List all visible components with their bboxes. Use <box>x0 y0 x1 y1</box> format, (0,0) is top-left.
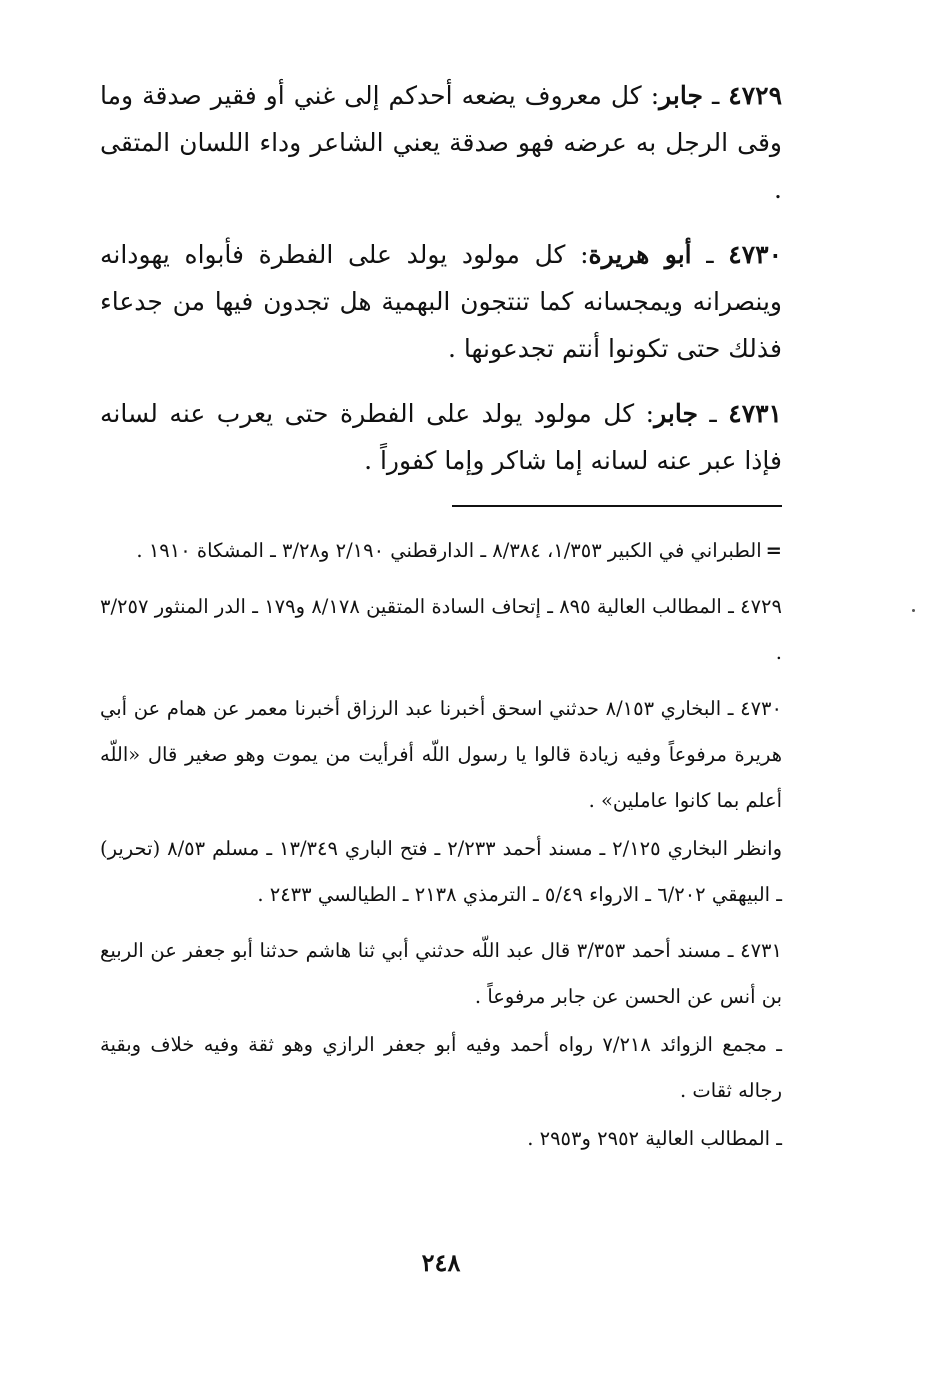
book-page <box>100 0 782 1377</box>
footnote-4731-majma <box>100 1022 782 1114</box>
hadith-number: ٤٧٢٩ <box>728 81 782 110</box>
dash: ـ <box>691 240 714 269</box>
footnote-text: ـ المطالب العالية ٢٩٥٢ و٢٩٥٣ . <box>527 1127 782 1150</box>
dash: ـ <box>721 697 734 720</box>
hadith-narrator: أبو هريرة <box>588 240 692 269</box>
footnote-continuation <box>100 528 782 574</box>
hadith-narrator: جابر <box>659 81 703 110</box>
footnote-text: وانظر البخاري ٢/١٢٥ ـ مسند أحمد ٢/٢٣٣ ـ فتح الباري ١٣/٣٤٩ ـ مسلم ٨/٥٣ (تحرير) ـ البيهقي ٦/٢٠٢ ـ الارواء ٥/٤٩ ـ الترمذي ٢١٣٨ ـ الطيالسي ٢٤٣٣ . <box>100 837 783 906</box>
footnote-4730 <box>100 686 782 824</box>
hadith-list <box>100 72 782 502</box>
footnotes <box>100 528 782 1172</box>
footnote-4731 <box>100 928 782 1020</box>
footnote-text: البخاري ٨/١٥٣ حدثني اسحق أخبرنا عبد الرزاق أخبرنا معمر عن همام عن أبي هريرة مرفوعاً وفيه زيادة قالوا يا رسول اللّه أفرأيت من يموت وهو صغير قال «اللّه أعلم بما كانوا عاملين» . <box>100 697 782 812</box>
dash: ـ <box>702 81 720 110</box>
page-number: ٢٤٨ <box>421 1248 461 1277</box>
footnote-number: ٤٧٣٠ <box>740 697 783 720</box>
hadith-number: ٤٧٣٠ <box>728 240 782 269</box>
footnote-number: ٤٧٣١ <box>740 939 782 962</box>
footnote-text: ـ مجمع الزوائد ٧/٢١٨ رواه أحمد وفيه أبو جعفر الرازي وهو ثقة وفيه خلاف وبقية رجاله ثقات . <box>100 1033 783 1102</box>
hadith-text: كل مولود يولد على الفطرة فأبواه يهودانه وينصرانه ويمجسانه كما تنتجون البهمية هل تجدون فيها من جدعاء فذلك حتى تكونوا أنتم تجدعونها . <box>100 240 782 363</box>
dash: ـ <box>721 595 734 618</box>
hadith-4731 <box>100 390 782 484</box>
dash: ـ <box>721 939 734 962</box>
hadith-4729 <box>100 72 782 213</box>
footnote-text: المطالب العالية ٨٩٥ ـ إتحاف السادة المتقين ٨/١٧٨ و١٧٩ ـ الدر المنثور ٣/٢٥٧ . <box>100 595 782 664</box>
separator-line <box>452 505 782 507</box>
dash: ـ <box>697 399 717 428</box>
hadith-text: كل مولود يولد على الفطرة حتى يعرب عنه لسانه فإذا عبر عنه لسانه إما شاكر وإما كفوراً . <box>100 399 782 475</box>
colon: : <box>641 81 660 110</box>
hadith-narrator: جابر <box>654 399 698 428</box>
continuation-mark: = <box>765 539 782 562</box>
hadith-text: كل معروف يضعه أحدكم إلى غني أو فقير صدقة وما وقى الرجل به عرضه فهو صدقة يعني الشاعر وداء اللسان المتقى . <box>100 81 782 204</box>
footnote-4730-see-also <box>100 826 782 918</box>
footnote-4729 <box>100 584 782 676</box>
footnote-text: الطبراني في الكبير ١/٣٥٣، ٨/٣٨٤ ـ الدارقطني ٢/١٩٠ و٣/٢٨ ـ المشكاة ١٩١٠ . <box>136 539 762 562</box>
footnote-text: مسند أحمد ٣/٣٥٣ قال عبد اللّه حدثني أبي ثنا هاشم حدثنا أبو جعفر عن الربيع بن أنس عن الحسن عن جابر مرفوعاً . <box>100 939 782 1008</box>
hadith-4730 <box>100 231 782 372</box>
scan-speck <box>912 609 915 612</box>
footnote-number: ٤٧٢٩ <box>740 595 782 618</box>
hadith-number: ٤٧٣١ <box>728 399 782 428</box>
footnote-4731-matalib <box>100 1116 782 1162</box>
colon: : <box>565 240 589 269</box>
colon: : <box>634 399 655 428</box>
